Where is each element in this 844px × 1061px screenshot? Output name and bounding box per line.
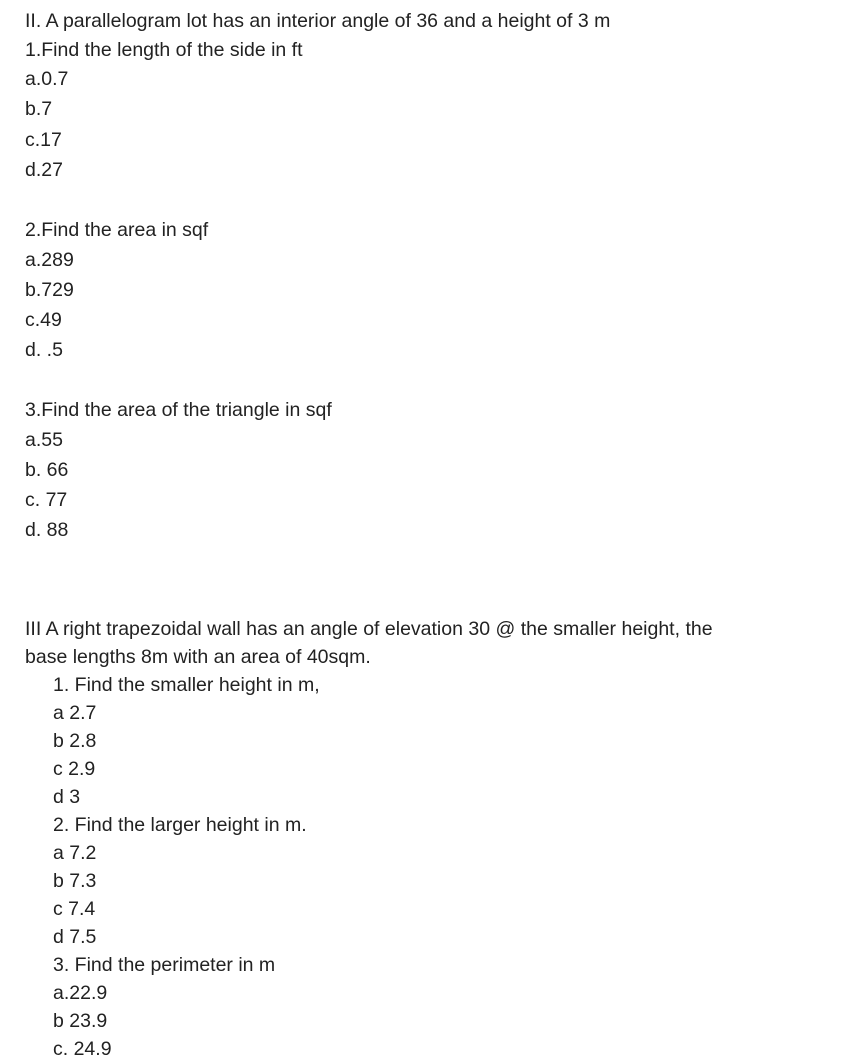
answer-option: c 7.4 xyxy=(53,898,96,920)
answer-option: d. 88 xyxy=(25,519,69,541)
section-iii-heading-line-1: III A right trapezoidal wall has an angle of elevation 30 @ the smaller height, the xyxy=(25,618,713,640)
answer-option: b.7 xyxy=(25,98,53,120)
answer-option: a.289 xyxy=(25,249,74,271)
answer-option: c.49 xyxy=(25,309,62,331)
answer-option: a.55 xyxy=(25,429,63,451)
answer-option: b 2.8 xyxy=(53,730,97,752)
answer-option: c. 24.9 xyxy=(53,1038,112,1060)
answer-option: a.22.9 xyxy=(53,982,108,1004)
answer-option: c 2.9 xyxy=(53,758,96,780)
answer-option: d 7.5 xyxy=(53,926,97,948)
question-prompt: 2.Find the area in sqf xyxy=(25,219,209,241)
answer-option: b. 66 xyxy=(25,459,69,481)
section-ii-heading: II. A parallelogram lot has an interior angle of 36 and a height of 3 m xyxy=(25,10,611,32)
answer-option: b 23.9 xyxy=(53,1010,108,1032)
answer-option: c.17 xyxy=(25,129,62,151)
question-prompt: 3.Find the area of the triangle in sqf xyxy=(25,399,332,421)
question-prompt: 2. Find the larger height in m. xyxy=(53,814,307,836)
answer-option: a 2.7 xyxy=(53,702,97,724)
answer-option: a 7.2 xyxy=(53,842,97,864)
answer-option: d 3 xyxy=(53,786,81,808)
question-prompt: 1. Find the smaller height in m, xyxy=(53,674,320,696)
answer-option: b 7.3 xyxy=(53,870,97,892)
answer-option: d.27 xyxy=(25,159,63,181)
answer-option: a.0.7 xyxy=(25,68,69,90)
section-iii-heading-line-2: base lengths 8m with an area of 40sqm. xyxy=(25,646,371,668)
answer-option: b.729 xyxy=(25,279,74,301)
question-prompt: 1.Find the length of the side in ft xyxy=(25,39,303,61)
answer-option: c. 77 xyxy=(25,489,68,511)
question-prompt: 3. Find the perimeter in m xyxy=(53,954,276,976)
answer-option: d. .5 xyxy=(25,339,63,361)
